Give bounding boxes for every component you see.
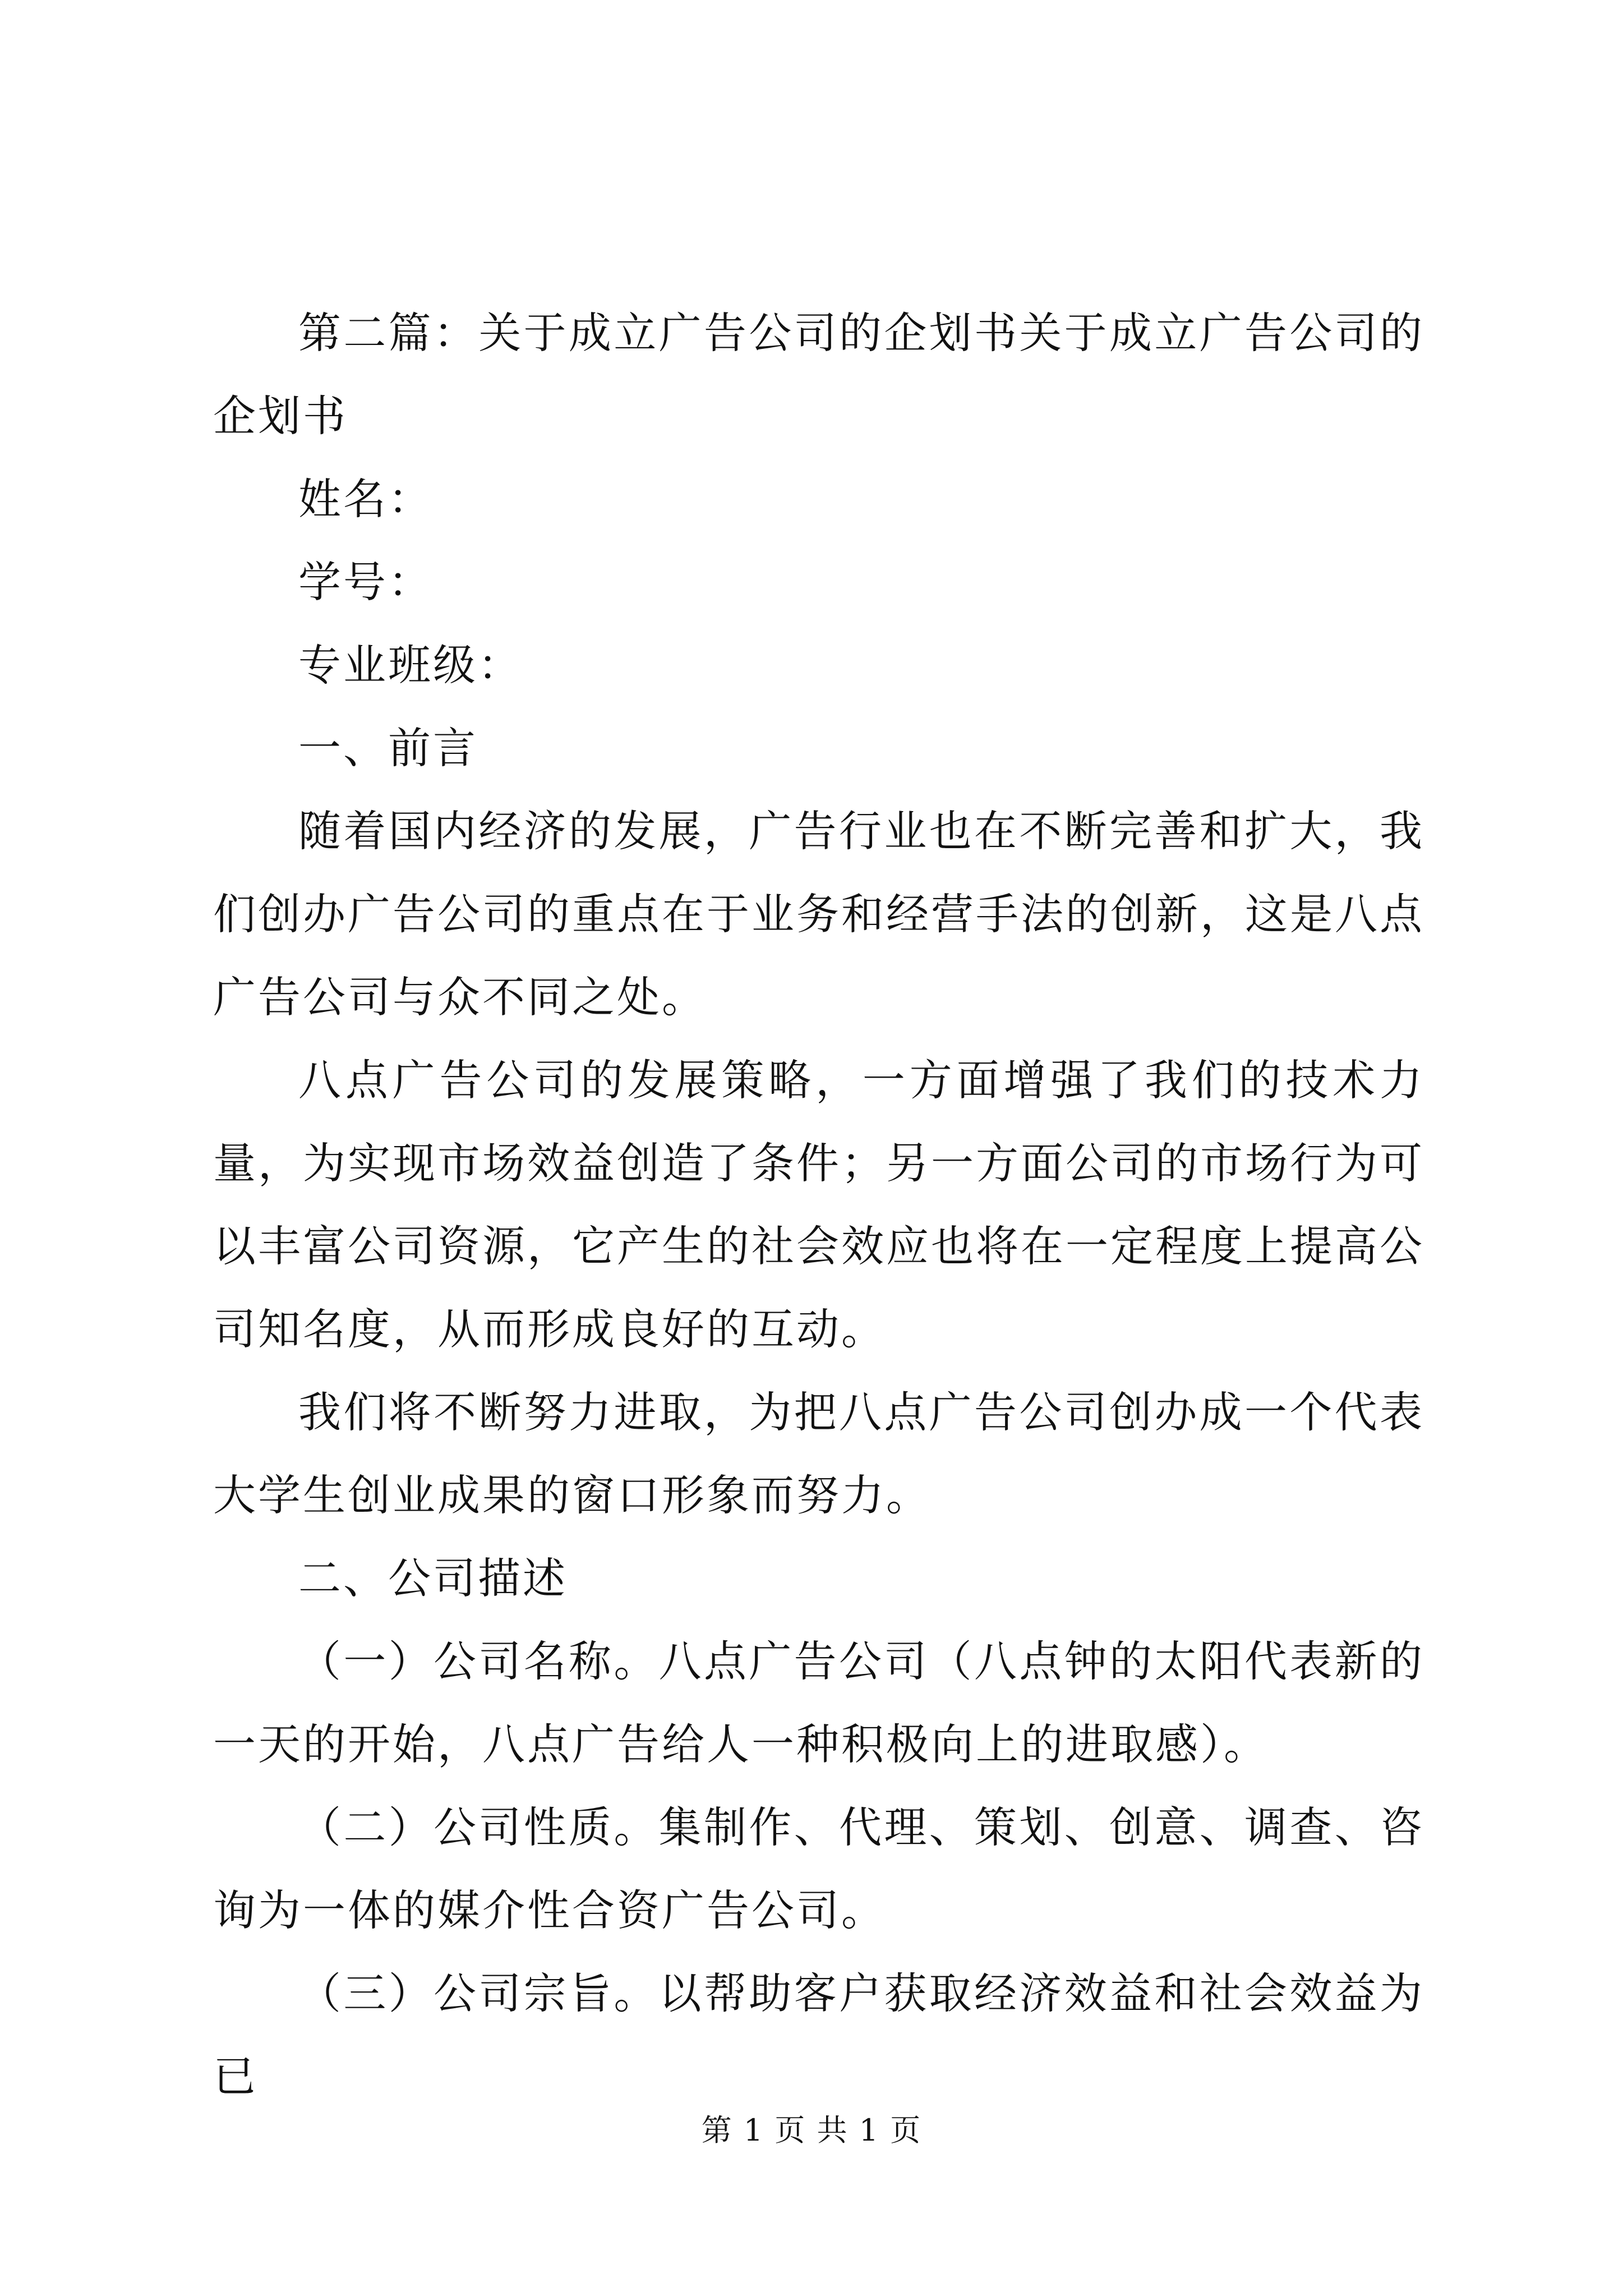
major-class-field-label: 专业班级： bbox=[298, 640, 523, 690]
section-heading: 一、前言 bbox=[298, 723, 478, 773]
paragraph: （一）公司名称。八点广告公司（八点钟的太阳代表新的一天的开始，八点广告给人一种积极向上的进取感）。 bbox=[213, 1636, 1424, 1769]
paragraph: 我们将不断努力进取，为把八点广告公司创办成一个代表大学生创业成果的窗口形象而努力。 bbox=[213, 1387, 1424, 1520]
document-title: 第二篇：关于成立广告公司的企划书关于成立广告公司的企划书 bbox=[213, 308, 1424, 441]
paragraph: （二）公司性质。集制作、代理、策划、创意、调查、咨询为一体的媒介性合资广告公司。 bbox=[213, 1802, 1424, 1935]
section-heading: 二、公司描述 bbox=[298, 1553, 568, 1603]
name-field-label: 姓名： bbox=[298, 474, 433, 524]
paragraph: 八点广告公司的发展策略，一方面增强了我们的技术力量，为实现市场效益创造了条件；另一方面公司的市场行为可以丰富公司资源，它产生的社会效应也将在一定程度上提高公司知名度，从而形成良好的互动。 bbox=[213, 1055, 1424, 1354]
paragraph: 随着国内经济的发展，广告行业也在不断完善和扩大，我们创办广告公司的重点在于业务和经营手法的创新，这是八点广告公司与众不同之处。 bbox=[213, 806, 1424, 1022]
paragraph: （三）公司宗旨。以帮助客户获取经济效益和社会效益为已 bbox=[213, 1968, 1424, 2101]
page-number-label: 第 1 页 共 1 页 bbox=[701, 2113, 922, 2148]
student-id-field-label: 学号： bbox=[298, 557, 433, 607]
page-footer bbox=[0, 2108, 1623, 2153]
document-body bbox=[213, 292, 1424, 2118]
